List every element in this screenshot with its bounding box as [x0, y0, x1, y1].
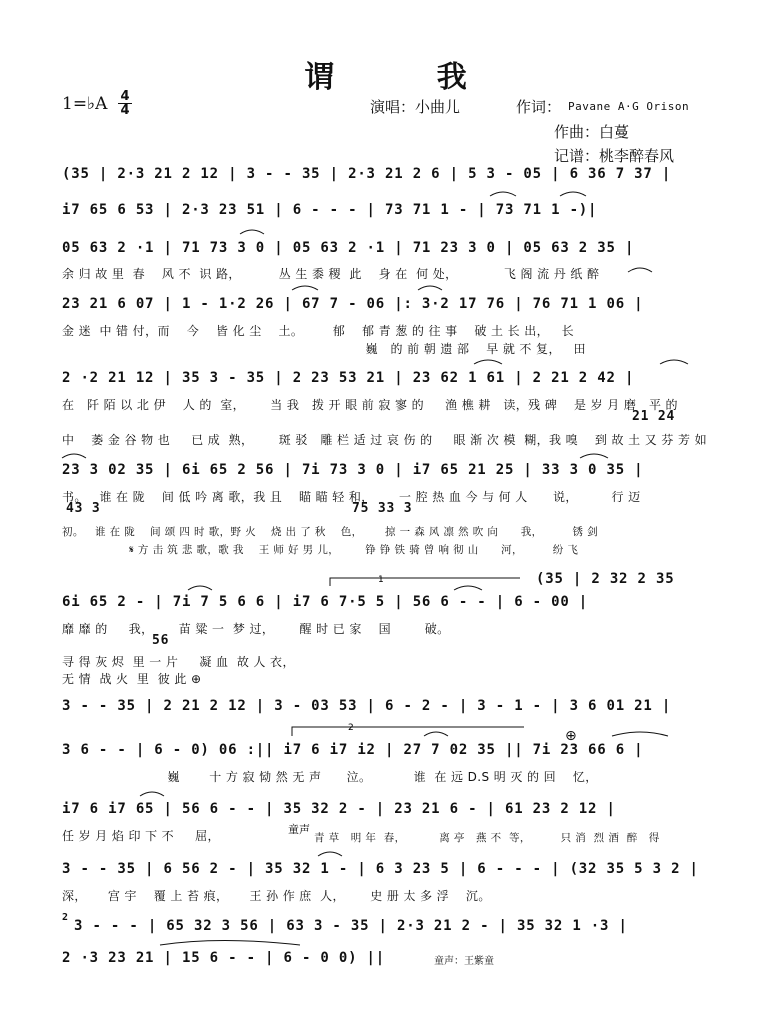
- composer-credit: 作曲：白蔓: [554, 123, 630, 141]
- alt-notes-7: 56: [152, 633, 170, 648]
- notation-line-12: 3 - - - | 65 32 3 56 | 63 3 - 35 | 2·3 21 2 - | 35 32 1 ·3 |: [74, 918, 628, 934]
- volta-number-2: 2: [348, 723, 354, 733]
- volta-bracket-2: [292, 727, 524, 736]
- lyric-line-10b: 青 草 明 年 春， 离 亭 燕 不 等， 只 消 烈 酒 醉 得: [314, 832, 660, 844]
- lyric-line-3: 余 归 故 里 春 风 不 识 路， 丛 生 黍 稷 此 身 在 何 处， 飞 阁 流 丹 纸 醉: [62, 267, 600, 281]
- notation-line-9: 3 6 - - | 6 - 0) 06 :|| i7 6 i7 i2 | 27 7 02 35 || 7i 23 66 6 |: [62, 742, 644, 758]
- singer-credit: 演唱：小曲儿: [370, 98, 461, 116]
- volta-mark-12: 2: [62, 912, 69, 923]
- volta-number-1: 1: [378, 575, 384, 585]
- notation-line-13: 2 ·3 23 21 | 15 6 - - | 6 - 0 0) ||: [62, 950, 386, 966]
- lyric-line-6b: 初。 谁 在 陇 间 颂 四 时 歌，野 火 烧 出 了 秋 色， 掠 一 森 风 凛 然 吹 向 我， 锈 剑: [62, 526, 598, 538]
- notation-line-7: 6i 65 2 - | 7i 7 5 6 6 | i7 6 7·5 5 | 56 6 - - | 6 - 00 |: [62, 594, 589, 610]
- notation-line-2: i7 65 6 53 | 2·3 23 51 | 6 - - - | 73 71 1 - | 73 71 1 -)|: [62, 202, 598, 218]
- lyric-line-7c: 无 情 战 火 里 彼 此 ⊕: [62, 672, 202, 686]
- meter-top: 4: [118, 90, 132, 104]
- coda-symbol: ⊕: [565, 728, 577, 744]
- volta-bracket-1: [330, 578, 520, 586]
- lyricist-label: 作词：: [516, 98, 562, 116]
- lyric-line-9: 巍 十 方 寂 恸 然 无 声 泣。 谁 在 远 D.S 明 灭 的 回 忆，: [62, 770, 598, 784]
- lyric-line-5a: 在 阡 陌 以 北 伊 人 的 室， 当 我 拨 开 眼 前 寂 寥 的 渔 樵 耕 读，残 碑 是 岁 月 磨 平 的: [62, 398, 678, 412]
- alt-notes-6a: 43 3: [66, 501, 101, 516]
- notation-line-11: 3 - - 35 | 6 56 2 - | 35 32 1 - | 6 3 23 5 | 6 - - - | (32 35 5 3 2 |: [62, 861, 699, 877]
- notation-line-6: 23 3 02 35 | 6i 65 2 56 | 7i 73 3 0 | i7 65 21 25 | 33 3 0 35 |: [62, 462, 644, 478]
- lyricist-name: Pavane A·G Orison: [568, 100, 690, 113]
- key-signature: 1=♭A: [62, 94, 108, 114]
- child-voice-credit: 童声：王紫童: [434, 956, 494, 967]
- transcriber-credit: 记谱：桃李醉春风: [554, 147, 675, 165]
- lyric-line-7a: 靡 靡 的 我， 苗 粱 一 梦 过， 醒 时 已 家 国 破。: [62, 622, 450, 636]
- voice-label-child: 童声: [288, 823, 310, 836]
- intro-lead-7: (35 | 2 32 2 35: [536, 571, 675, 587]
- lyric-line-6c: 𝄋 方 击 筑 悲 歌，歌 我 王 师 好 男 儿， 铮 铮 铁 骑 曾 响 彻 山 河， 纷 飞: [62, 544, 579, 556]
- lyric-line-5b: 中 萎 金 谷 物 也 已 成 熟， 斑 驳 雕 栏 适 过 哀 伤 的 眼 渐 次 模 糊，我 嗅 到 故 土 又 芬 芳 如: [62, 433, 707, 447]
- song-title: 谓 我: [304, 60, 513, 95]
- alt-notes-6b: 75 33 3: [352, 501, 413, 516]
- notation-line-5: 2 ·2 21 12 | 35 3 - 35 | 2 23 53 21 | 23 62 1 61 | 2 21 2 42 |: [62, 370, 635, 386]
- slurs: [62, 192, 688, 945]
- lyric-line-10a: 任 岁 月 焰 印 下 不 屈，: [62, 829, 220, 843]
- notation-line-10: i7 6 i7 65 | 56 6 - - | 35 32 2 - | 23 21 6 - | 61 23 2 12 |: [62, 801, 616, 817]
- notation-line-4: 23 21 6 07 | 1 - 1·2 26 | 67 7 - 06 |: 3·2 17 76 | 76 71 1 06 |: [62, 296, 644, 312]
- alt-notes-5: 21 24: [632, 409, 676, 424]
- meter-bottom: 4: [120, 103, 130, 118]
- lyric-line-7b: 寻 得 灰 烬 里 一 片 凝 血 故 人 衣，: [62, 655, 295, 669]
- lyric-line-11: 深， 宫 宇 覆 上 苔 痕， 王 孙 作 庶 人， 史 册 太 多 浮 沉。: [62, 889, 491, 903]
- lyric-line-4a: 金 迷 中 错 付，而 今 皆 化 尘 土。 郁 郁 青 葱 的 往 事 破 土 长 出， 长: [62, 324, 575, 338]
- notation-line-3: 05 63 2 ·1 | 71 73 3 0 | 05 63 2 ·1 | 71 23 3 0 | 05 63 2 35 |: [62, 240, 635, 256]
- notation-line-8: 3 - - 35 | 2 21 2 12 | 3 - 03 53 | 6 - 2 - | 3 - 1 - | 3 6 01 21 |: [62, 698, 672, 714]
- notation-line-1: (35 | 2·3 21 2 12 | 3 - - 35 | 2·3 21 2 6 | 5 3 - 05 | 6 36 7 37 |: [62, 166, 672, 182]
- lyric-line-6a: 书。 谁 在 陇 间 低 吟 离 歌，我 且 瞄 瞄 轻 和， 一 腔 热 血 今 与 何 人 说， 行 迈: [62, 490, 641, 504]
- lyric-line-4b: 巍 的 前 朝 遗 部 早 就 不 复， 田: [62, 342, 586, 356]
